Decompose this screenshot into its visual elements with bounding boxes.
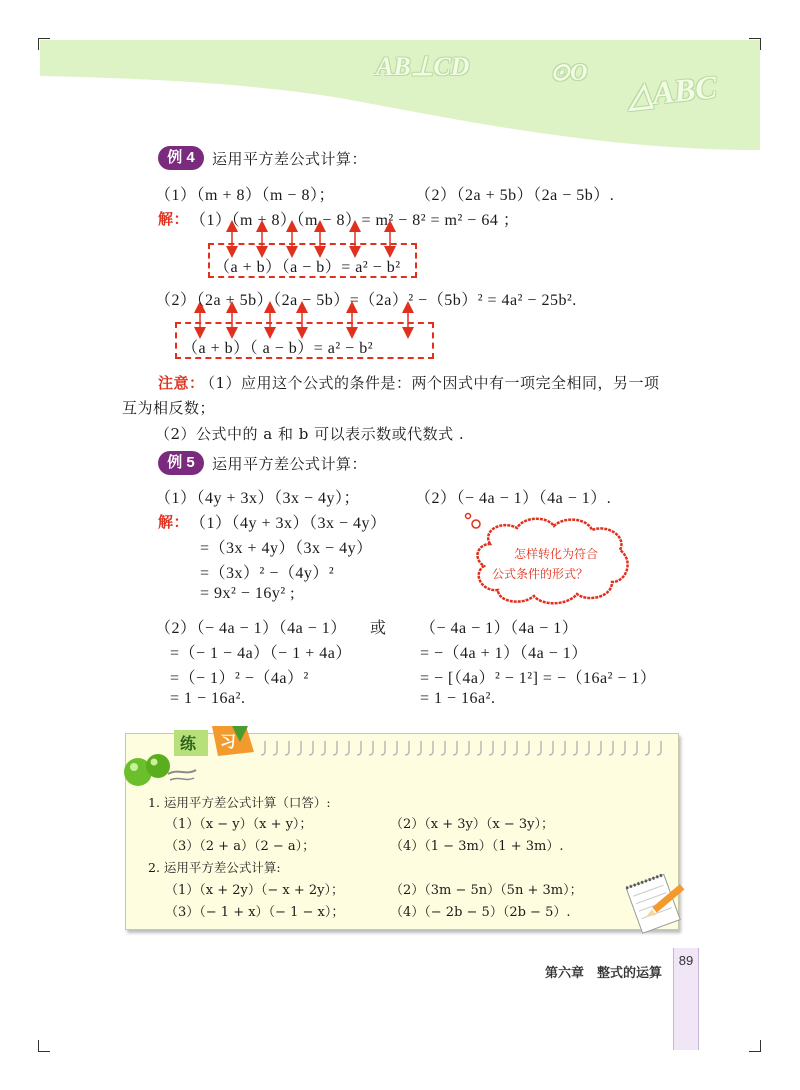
practice-1-item: （1）（x − y）（x + y）； [165,817,313,832]
header-symbol-perpendicular: AB⊥CD [376,52,470,81]
practice-1-title: 1. 运用平方差公式计算（口答）: [148,795,331,810]
example-5-question-2: （2）（− 4a − 1）（4a − 1）. [415,490,612,507]
example-5-solution-2-right: （− 4a − 1）（4a − 1） [420,620,579,637]
example-5-solution-1-line: = 9x² − 16y² ; [200,585,296,602]
page-number: 89 [678,953,694,968]
example-5-solution-2-left: （2）（− 4a − 1）（4a − 1） [155,620,347,637]
chapter-footer: 第六章 整式的运算 [545,966,663,981]
cloud-text-line-1: 怎样转化为符合 [514,547,599,561]
header-symbol-circle: ⊙O [550,60,588,86]
example-4-question-1: （1）（m + 8）（m − 8）； [155,187,335,204]
notepad-pencil-icon [620,865,690,935]
note-label: 注意： [158,374,205,392]
example-4-solution-2: （2）（2a + 5b）（2a − 5b）=（2a）² −（5b）² = 4a² − 25b². [155,292,577,309]
example-5-solution-label: 解： [158,513,190,531]
practice-2-item: （3）（− 1 + x）（− 1 − x）； [165,905,345,920]
practice-1-item: （4）（1 − 3m）（1 + 3m）. [390,839,564,854]
practice-2-title: 2. 运用平方差公式计算: [148,860,281,875]
note-line-1-continued: 互为相反数； [122,399,216,417]
example-4-solution-1: （1）（m + 8）（m − 8）= m² − 8² = m² − 64 ； [190,212,520,229]
cloud-text-line-2: 公式条件的形式？ [492,567,589,581]
example-5-prompt: 运用平方差公式计算： [212,455,368,473]
example-5-badge: 例 5 [158,451,204,475]
example-5-solution-2-left: = 1 − 16a². [170,690,246,707]
example-5-question-1: （1）（4y + 3x）（3x − 4y）； [155,490,361,507]
example-5-solution-2-right: = 1 − 16a². [420,690,496,707]
practice-title-char-2: 习 [220,732,237,751]
example-4-solution-label: 解： [158,210,190,228]
example-5-solution-1-line: （1）（4y + 3x）（3x − 4y） [190,515,387,532]
example-5-solution-2-right: = −（4a + 1）（4a − 1） [420,645,588,662]
or-label: 或 [370,618,387,637]
practice-1-item: （2）（x + 3y）（x − 3y）； [390,817,554,832]
example-5-solution-1-line: =（3x + 4y）（3x − 4y） [200,540,373,557]
practice-2-item: （1）（x + 2y）（− x + 2y）； [165,883,345,898]
example-4-badge: 例 4 [158,146,204,170]
example-5-solution-2-right: = − [（4a）² − 1²] = −（16a² − 1） [420,670,657,687]
example-5-solution-2-left: =（− 1 − 4a）（− 1 + 4a） [170,645,352,662]
template-formula-2: （a + b）（ a − b）= a² − b² [182,340,373,357]
green-balls-icon [120,740,200,790]
template-formula-1: （a + b）（a − b）= a² − b² [214,259,401,276]
practice-title-char-1: 练 [180,734,197,753]
note-line-2: （2）公式中的 a 和 b 可以表示数或代数式 . [155,425,465,443]
note-line-1: （1）应用这个公式的条件是：两个因式中有一项完全相同，另一项 [200,374,660,392]
practice-2-item: （2）（3m − 5n）（5n + 3m）； [390,883,583,898]
practice-1-item: （3）（2 + a）（2 − a）； [165,839,316,854]
example-5-solution-2-left: =（− 1）² −（4a）² [170,670,309,687]
header-symbol-triangle: △ABC [626,68,719,114]
example-4-prompt: 运用平方差公式计算： [212,150,368,168]
example-4-question-2: （2）（2a + 5b）（2a − 5b）. [415,187,615,204]
example-5-solution-1-line: =（3x）² −（4y）² [200,565,335,582]
practice-2-item: （4）（− 2b − 5）（2b − 5）. [390,905,571,920]
